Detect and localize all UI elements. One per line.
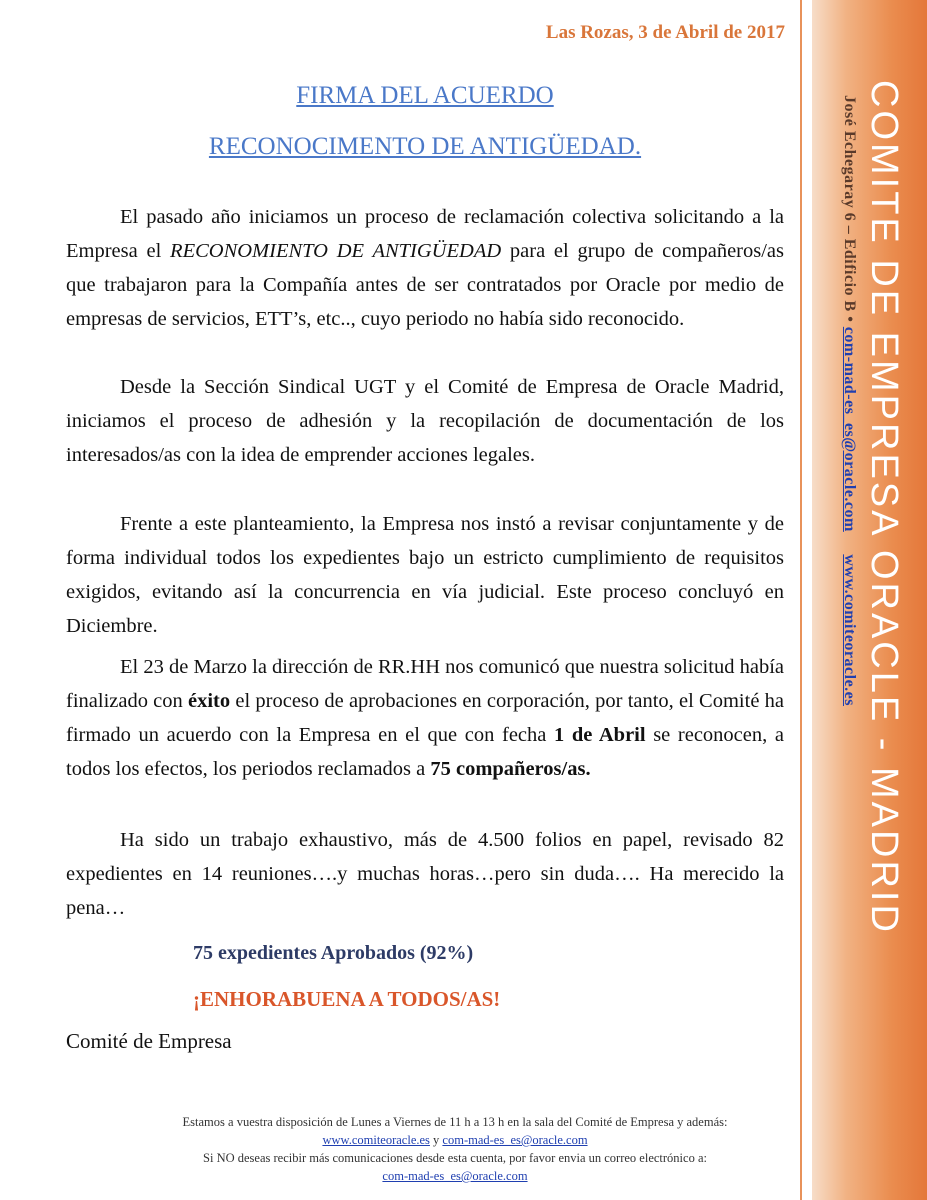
paragraph-5: Ha sido un trabajo exhaustivo, más de 4.500 folios en papel, revisado 82 expedientes en 14 reuniones….y muchas horas…pero sin duda…. Ha merecido la pena… — [66, 829, 784, 919]
footer-availability: Estamos a vuestra disposición de Lunes a Viernes de 11 h a 13 h en la sala del Comité de Empresa y además: — [182, 1115, 728, 1129]
sidebar-website-link[interactable]: www.comiteoracle.es — [841, 554, 858, 707]
congratulations-text: ¡ENHORABUENA A TODOS/AS! — [193, 987, 501, 1011]
document-date: Las Rozas, 3 de Abril de 2017 — [545, 22, 785, 43]
address-text: José Echegaray 6 – Edificio B • — [841, 95, 858, 327]
paragraph-1: El pasado año iniciamos un proceso de reclamación colectiva solicitando a la Empresa el RECONOMIENTO DE ANTIGÜEDAD para el grupo de compañeros/as que trabajaron para la Compañía antes de ser contratados por Oracle por medio de empresas de servicios, ETT’s, etc.., cuyo periodo no había sido reconocido. — [66, 206, 784, 330]
footer-email-link[interactable]: com-mad-es_es@oracle.com — [442, 1133, 588, 1147]
sidebar-divider — [800, 0, 802, 1200]
footer-unsubscribe-email-link[interactable]: com-mad-es_es@oracle.com — [382, 1169, 528, 1183]
document-title: FIRMA DEL ACUERDO — [296, 82, 554, 109]
footer-unsubscribe: Si NO deseas recibir más comunicaciones desde esta cuenta, por favor envia un correo electrónico a: — [203, 1151, 707, 1165]
sidebar-email-link[interactable]: com-mad-es_es@oracle.com — [841, 326, 858, 532]
paragraph-3: Frente a este planteamiento, la Empresa nos instó a revisar conjuntamente y de forma individual todos los expedientes bajo un estricto cumplimiento de requisitos exigidos, evitando así la concurrencia en vía judicial. Este proceso concluyó en Diciembre. — [66, 513, 784, 637]
sidebar-contact — [840, 95, 858, 706]
emphasis-text: RECONOMIENTO DE ANTIGÜEDAD — [170, 240, 502, 262]
approved-count: 75 expedientes Aprobados (92%) — [193, 942, 474, 964]
paragraph-2: Desde la Sección Sindical UGT y el Comité de Empresa de Oracle Madrid, iniciamos el proceso de adhesión y la recopilación de documentación de los interesados/as con la idea de emprender acciones legales. — [66, 376, 784, 466]
signature: Comité de Empresa — [66, 1029, 232, 1053]
document-subtitle: RECONOCIMENTO DE ANTIGÜEDAD. — [208, 133, 642, 160]
footer-website-link[interactable]: www.comiteoracle.es — [322, 1133, 430, 1147]
organization-name: COMITE DE EMPRESA ORACLE - MADRID — [863, 80, 905, 935]
paragraph-4: El 23 de Marzo la dirección de RR.HH nos comunicó que nuestra solicitud había finalizado con éxito el proceso de aprobaciones en corporación, por tanto, el Comité ha firmado un acuerdo con la Empresa en el que con fecha 1 de Abril se reconocen, a todos los efectos, los periodos reclamados a 75 compañeros/as. — [66, 656, 784, 780]
footer — [60, 1113, 850, 1185]
footer-links: www.comiteoracle.es y com-mad-es_es@oracle.com — [322, 1133, 588, 1147]
